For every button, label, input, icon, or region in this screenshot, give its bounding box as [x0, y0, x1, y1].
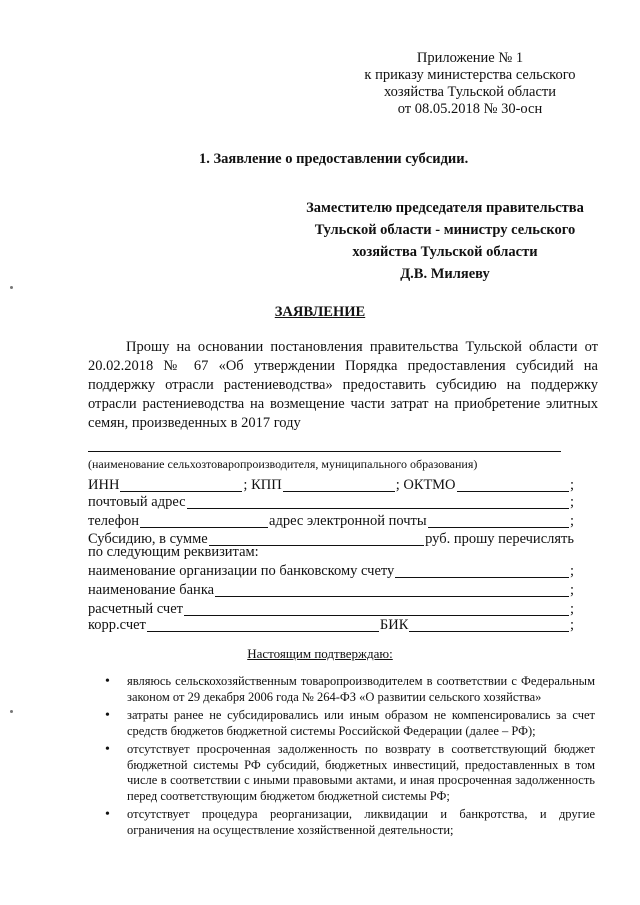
phone-field[interactable]: [140, 513, 268, 528]
document-heading: ЗАЯВЛЕНИЕ: [274, 304, 366, 320]
attachment-header: [340, 50, 600, 118]
bik-field[interactable]: [409, 617, 569, 632]
bank-name-row: [88, 579, 574, 599]
requisites-label: по следующим реквизитам:: [88, 544, 259, 560]
postal-address-label: почтовый адрес: [88, 494, 186, 510]
scan-mark: [10, 710, 13, 713]
addressee-line-2: Тульской области - министру сельского: [314, 222, 576, 238]
inn-field[interactable]: [120, 477, 242, 492]
list-item: • отсутствует процедура реорганизации, ликвидации и банкротства, и другие ограничения на осуществление хозяйственной деятельности;: [105, 807, 595, 838]
org-bank-row: [88, 560, 574, 580]
rub-label: руб. прошу перечислять: [425, 531, 574, 547]
bik-label: БИК: [379, 617, 409, 633]
phone-email-row: [88, 510, 574, 530]
org-bank-field[interactable]: [395, 563, 569, 578]
bank-name-label: наименование банка: [88, 582, 215, 598]
addressee-line-1: Заместителю председателя правительства: [306, 200, 584, 216]
semicolon: ;: [569, 582, 574, 598]
email-field[interactable]: [428, 513, 569, 528]
request-text: Прошу на основании постановления правительства Тульской области от 20.02.2018 № 67 «Об утверждении Порядка предоставления субсидий на поддержку отрасли растениеводства» предоставить субсидию на поддержку отрасли растениеводства на возмещение части затрат на приобретение элитных семян, произведенных в 2017 году: [88, 339, 598, 431]
addressee-block: [290, 197, 600, 285]
semicolon: ;: [569, 617, 574, 633]
corr-bik-row: [88, 614, 574, 634]
list-item: • затраты ранее не субсидировались или иным образом не компенсировались за счет средств бюджетов бюджетной системы Российской Федерации (далее – РФ);: [105, 708, 595, 739]
semicolon: ;: [569, 477, 574, 493]
org-name-line[interactable]: [88, 451, 561, 452]
email-label: адрес электронной почты: [269, 513, 427, 529]
confirm-heading-wrap: [0, 646, 640, 662]
attachment-line-2: к приказу министерства сельского: [364, 67, 576, 83]
attachment-line-4: от 08.05.2018 № 30-осн: [397, 101, 543, 117]
postal-address-field[interactable]: [187, 494, 569, 509]
kpp-field[interactable]: [283, 477, 395, 492]
kpp-label: ; КПП: [243, 477, 282, 493]
confirm-heading: Настоящим подтверждаю:: [247, 646, 393, 661]
attachment-line-3: хозяйства Тульской области: [383, 84, 557, 100]
attachment-line-1: Приложение № 1: [416, 50, 524, 66]
org-name-hint: (наименование сельхозтоваропроизводителя, муниципального образования): [88, 457, 478, 471]
bank-name-field[interactable]: [215, 582, 569, 597]
semicolon: ;: [569, 563, 574, 579]
addressee-line-4: Д.В. Миляеву: [400, 266, 490, 282]
scan-mark: [10, 286, 13, 289]
confirmations-list: [105, 674, 595, 841]
list-item: • являюсь сельскохозяйственным товаропроизводителем в соответствии с Федеральным законом от 29 декабря 2006 года № 264-ФЗ «О развитии сельского хозяйства»: [105, 674, 595, 705]
semicolon: ;: [569, 513, 574, 529]
oktmo-label: ; ОКТМО: [395, 477, 456, 493]
phone-label: телефон: [88, 513, 140, 529]
request-paragraph: [88, 338, 598, 433]
semicolon: ;: [569, 601, 574, 617]
postal-address-row: [88, 491, 574, 511]
addressee-line-3: хозяйства Тульской области: [352, 244, 538, 260]
corr-account-label: корр.счет: [88, 617, 146, 633]
corr-account-field[interactable]: [147, 617, 379, 632]
list-item: • отсутствует просроченная задолженность по возврату в соответствующий бюджет бюджетной системы РФ субсидий, бюджетных инвестиций, предоставленных в том числе в соответствии с иными правовыми актами, и иная просроченная задолженность перед соответствующим бюджетом бюджетной системы РФ;: [105, 742, 595, 804]
oktmo-field[interactable]: [457, 477, 569, 492]
account-label: расчетный счет: [88, 601, 183, 617]
subsidy-amount-label: Субсидию, в сумме: [88, 531, 208, 547]
org-bank-label: наименование организации по банковскому счету: [88, 563, 395, 579]
inn-label: ИНН: [88, 477, 120, 493]
section-title: 1. Заявление о предоставлении субсидии.: [199, 151, 469, 167]
semicolon: ;: [569, 494, 574, 510]
